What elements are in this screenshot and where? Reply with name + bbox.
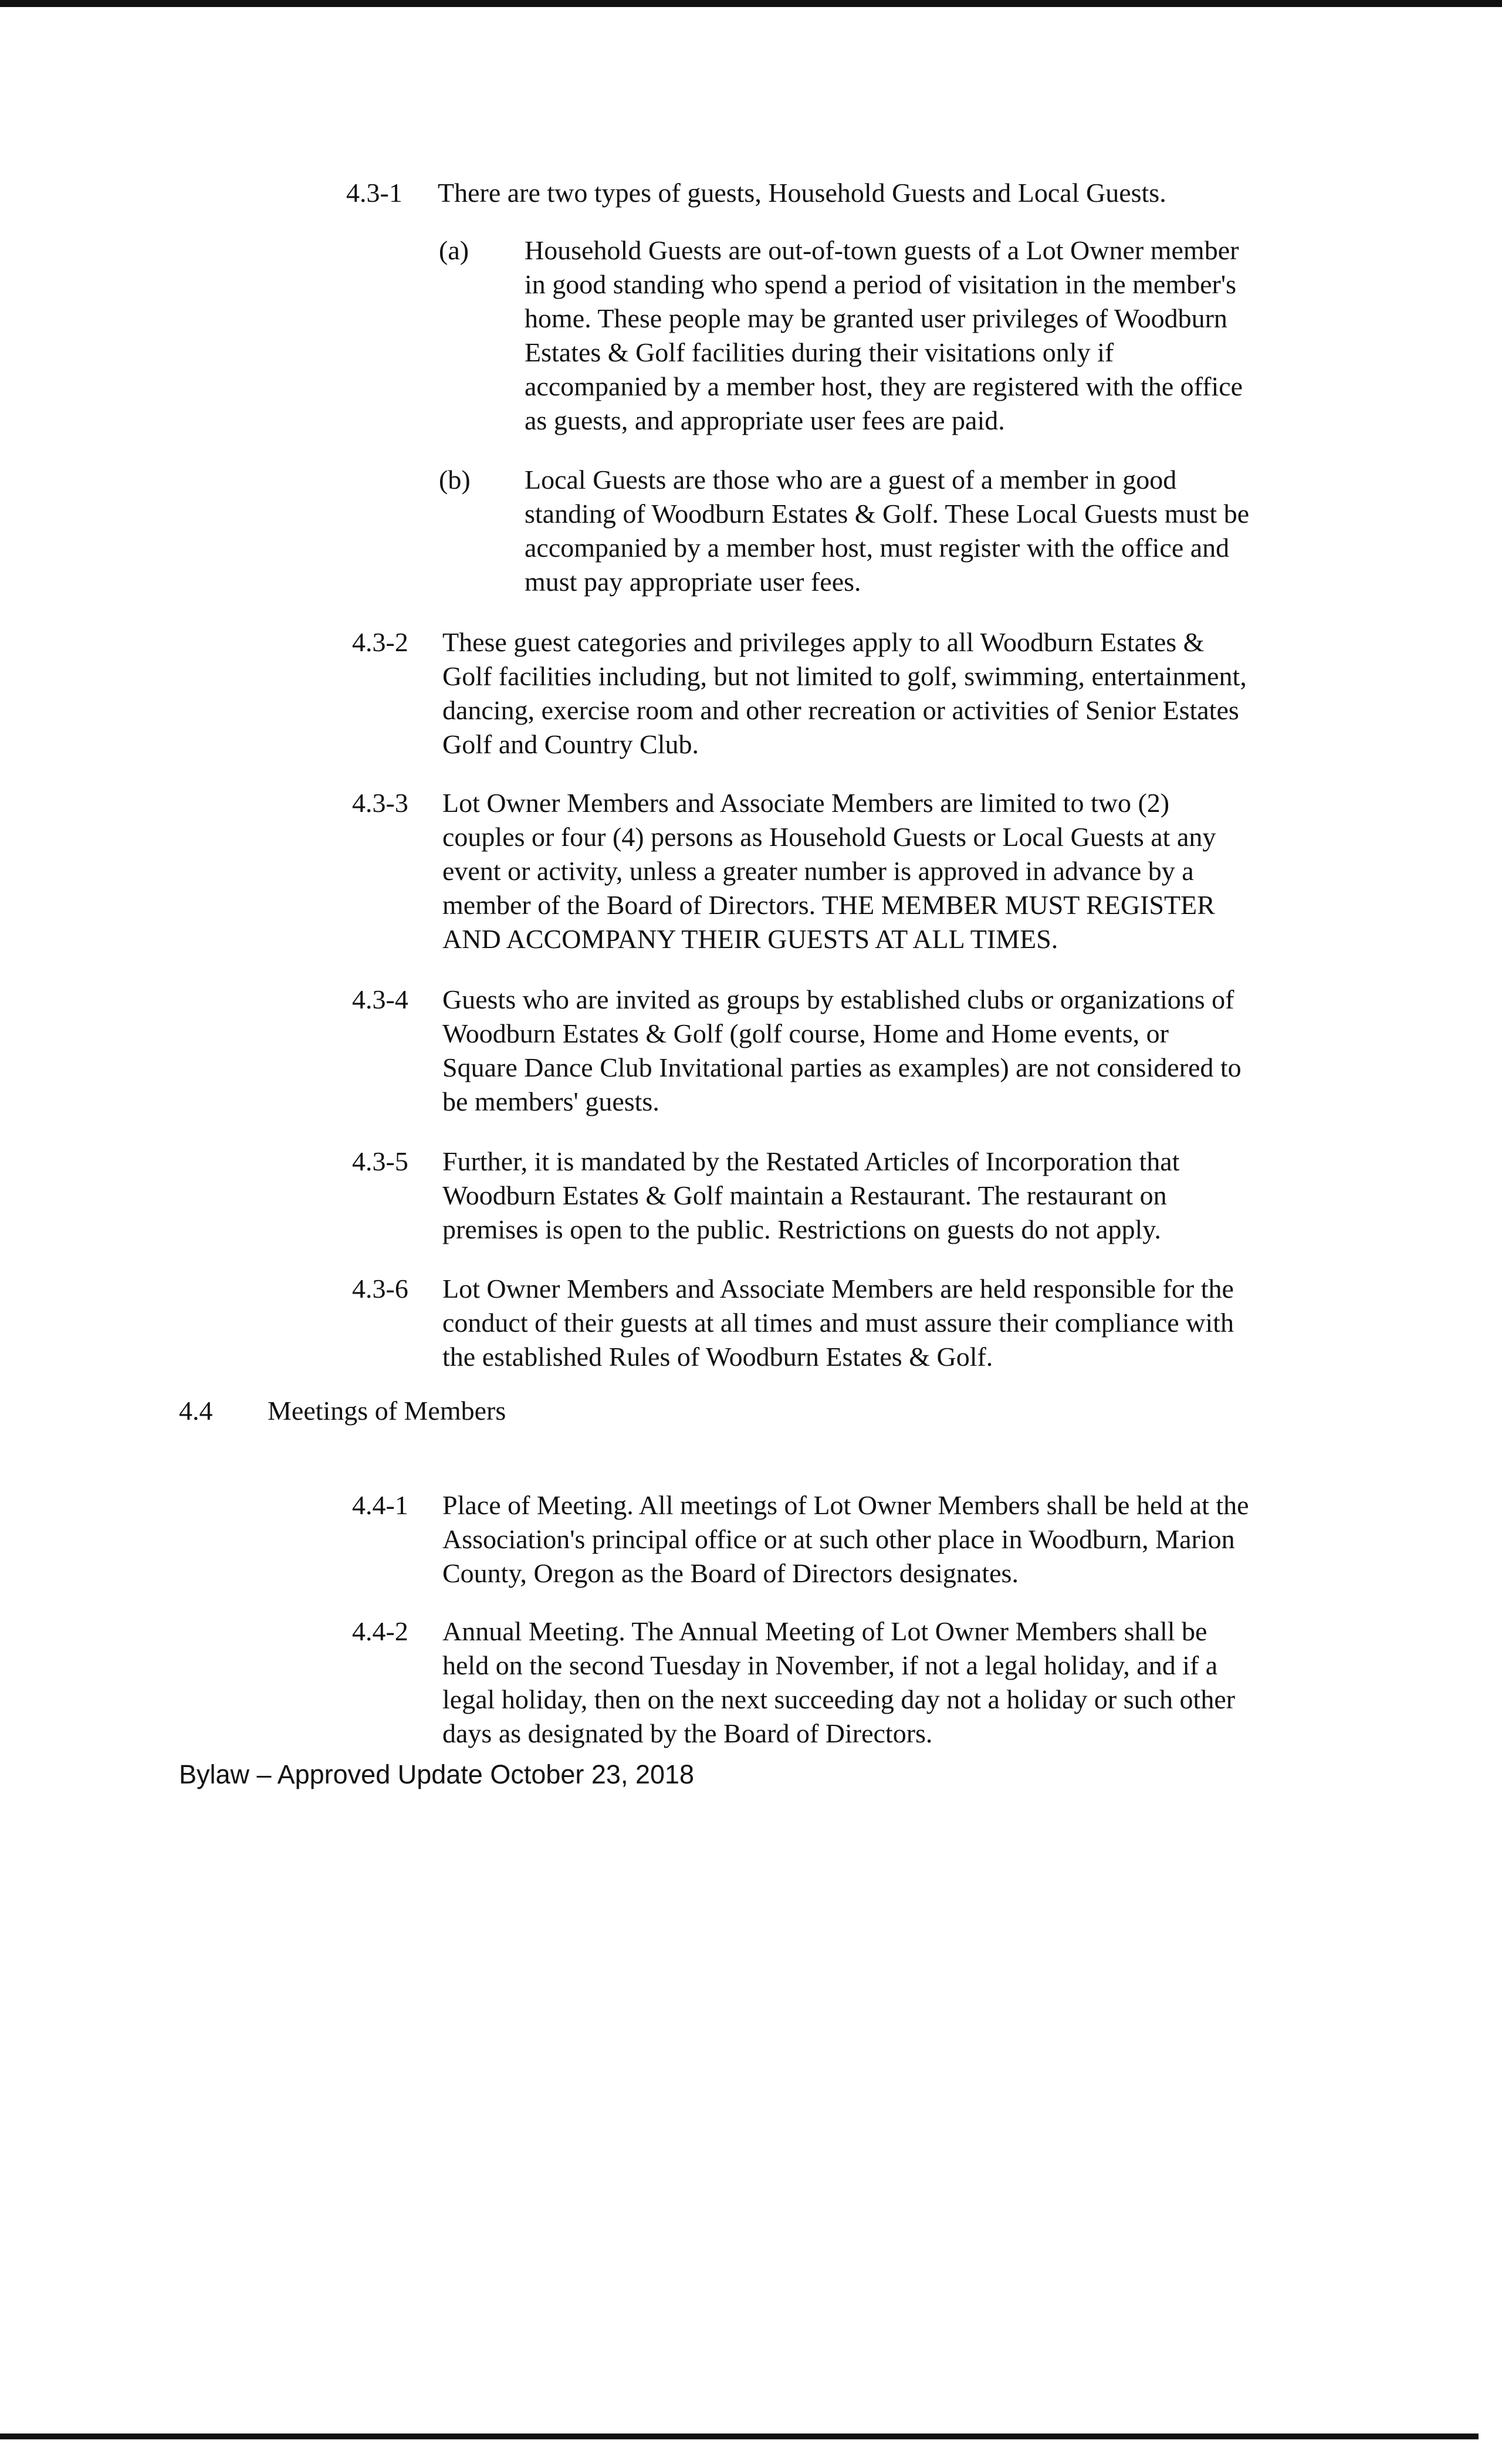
section-4-4-2-line: Annual Meeting. The Annual Meeting of Lot Owner Members shall be bbox=[442, 1616, 1207, 1646]
section-4-4-2-paragraph bbox=[442, 1615, 1235, 1751]
section-4-4-1-paragraph bbox=[442, 1488, 1249, 1590]
section-4-3-3-line: couples or four (4) persons as Household Guests or Local Guests at any bbox=[442, 822, 1216, 852]
item-a-label: (a) bbox=[439, 235, 469, 265]
section-number-4-3-6: 4.3-6 bbox=[352, 1274, 408, 1304]
section-4-4-title: Meetings of Members bbox=[268, 1396, 506, 1426]
item-b-paragraph bbox=[525, 463, 1249, 599]
top-border-rule bbox=[0, 0, 1502, 7]
section-number-4-3-5: 4.3-5 bbox=[352, 1146, 408, 1176]
section-4-3-5-line: premises is open to the public. Restrictions on guests do not apply. bbox=[442, 1214, 1161, 1244]
section-4-3-3-line: AND ACCOMPANY THEIR GUESTS AT ALL TIMES. bbox=[442, 924, 1058, 954]
section-4-3-1-text: There are two types of guests, Household Guests and Local Guests. bbox=[438, 178, 1166, 208]
section-4-3-3-line: member of the Board of Directors. THE MEMBER MUST REGISTER bbox=[442, 890, 1215, 920]
section-4-4-2-line: days as designated by the Board of Directors. bbox=[442, 1718, 933, 1748]
item-b-line: standing of Woodburn Estates & Golf. These Local Guests must be bbox=[525, 499, 1250, 529]
section-number-4-3-1: 4.3-1 bbox=[346, 178, 402, 208]
item-a-line: in good standing who spend a period of visitation in the member's bbox=[525, 269, 1237, 299]
section-4-4-1-line: County, Oregon as the Board of Directors designates. bbox=[442, 1558, 1019, 1588]
item-a-line: Estates & Golf facilities during their visitations only if bbox=[525, 337, 1114, 367]
section-4-3-4-line: be members' guests. bbox=[442, 1087, 659, 1116]
section-4-4-2-line: legal holiday, then on the next succeeding day not a holiday or such other bbox=[442, 1684, 1236, 1714]
section-number-4-3-2: 4.3-2 bbox=[352, 627, 408, 657]
item-a-line: Household Guests are out-of-town guests of a Lot Owner member bbox=[525, 235, 1239, 265]
item-b-line: accompanied by a member host, must register with the office and bbox=[525, 533, 1230, 563]
section-4-3-4-line: Woodburn Estates & Golf (golf course, Home and Home events, or bbox=[442, 1018, 1169, 1048]
bottom-border-rule bbox=[0, 2433, 1479, 2439]
section-4-3-2-line: These guest categories and privileges apply to all Woodburn Estates & bbox=[442, 627, 1205, 657]
section-4-3-4-line: Square Dance Club Invitational parties as examples) are not considered to bbox=[442, 1052, 1241, 1082]
item-b-label: (b) bbox=[439, 465, 471, 495]
section-4-4-1-line: Association's principal office or at such other place in Woodburn, Marion bbox=[442, 1524, 1235, 1554]
section-number-4-3-4: 4.3-4 bbox=[352, 984, 408, 1014]
section-4-3-6-line: the established Rules of Woodburn Estates & Golf. bbox=[442, 1342, 993, 1372]
section-number-4-3-3: 4.3-3 bbox=[352, 788, 408, 818]
section-4-3-3-line: event or activity, unless a greater number is approved in advance by a bbox=[442, 856, 1194, 886]
section-4-3-3-paragraph bbox=[442, 786, 1216, 956]
section-4-3-2-line: Golf facilities including, but not limited to golf, swimming, entertainment, bbox=[442, 661, 1247, 691]
section-4-3-5-line: Further, it is mandated by the Restated Articles of Incorporation that bbox=[442, 1146, 1180, 1176]
section-4-4-1-line: Place of Meeting. All meetings of Lot Owner Members shall be held at the bbox=[442, 1490, 1249, 1520]
section-4-3-3-line: Lot Owner Members and Associate Members are limited to two (2) bbox=[442, 788, 1170, 818]
section-4-3-6-line: conduct of their guests at all times and must assure their compliance with bbox=[442, 1308, 1234, 1338]
section-4-3-6-paragraph bbox=[442, 1272, 1234, 1374]
section-4-3-4-line: Guests who are invited as groups by established clubs or organizations of bbox=[442, 984, 1234, 1014]
section-4-3-2-paragraph bbox=[442, 625, 1247, 761]
section-number-4-4: 4.4 bbox=[179, 1396, 213, 1426]
item-a-paragraph bbox=[525, 233, 1243, 438]
item-a-line: as guests, and appropriate user fees are paid. bbox=[525, 405, 1005, 435]
document-footer: Bylaw – Approved Update October 23, 2018 bbox=[179, 1759, 695, 1789]
item-a-line: home. These people may be granted user privileges of Woodburn bbox=[525, 303, 1227, 333]
section-4-3-6-line: Lot Owner Members and Associate Members are held responsible for the bbox=[442, 1274, 1234, 1304]
section-number-4-4-1: 4.4-1 bbox=[352, 1490, 408, 1520]
item-b-line: Local Guests are those who are a guest of a member in good bbox=[525, 465, 1177, 495]
section-4-3-2-line: Golf and Country Club. bbox=[442, 729, 699, 759]
section-4-3-5-line: Woodburn Estates & Golf maintain a Restaurant. The restaurant on bbox=[442, 1180, 1167, 1210]
section-4-4-2-line: held on the second Tuesday in November, if not a legal holiday, and if a bbox=[442, 1650, 1218, 1680]
item-a-line: accompanied by a member host, they are registered with the office bbox=[525, 371, 1243, 401]
section-number-4-4-2: 4.4-2 bbox=[352, 1616, 408, 1646]
item-b-line: must pay appropriate user fees. bbox=[525, 567, 861, 597]
section-4-3-2-line: dancing, exercise room and other recreation or activities of Senior Estates bbox=[442, 695, 1239, 725]
section-4-3-5-paragraph bbox=[442, 1145, 1179, 1247]
section-4-3-4-paragraph bbox=[442, 983, 1241, 1119]
